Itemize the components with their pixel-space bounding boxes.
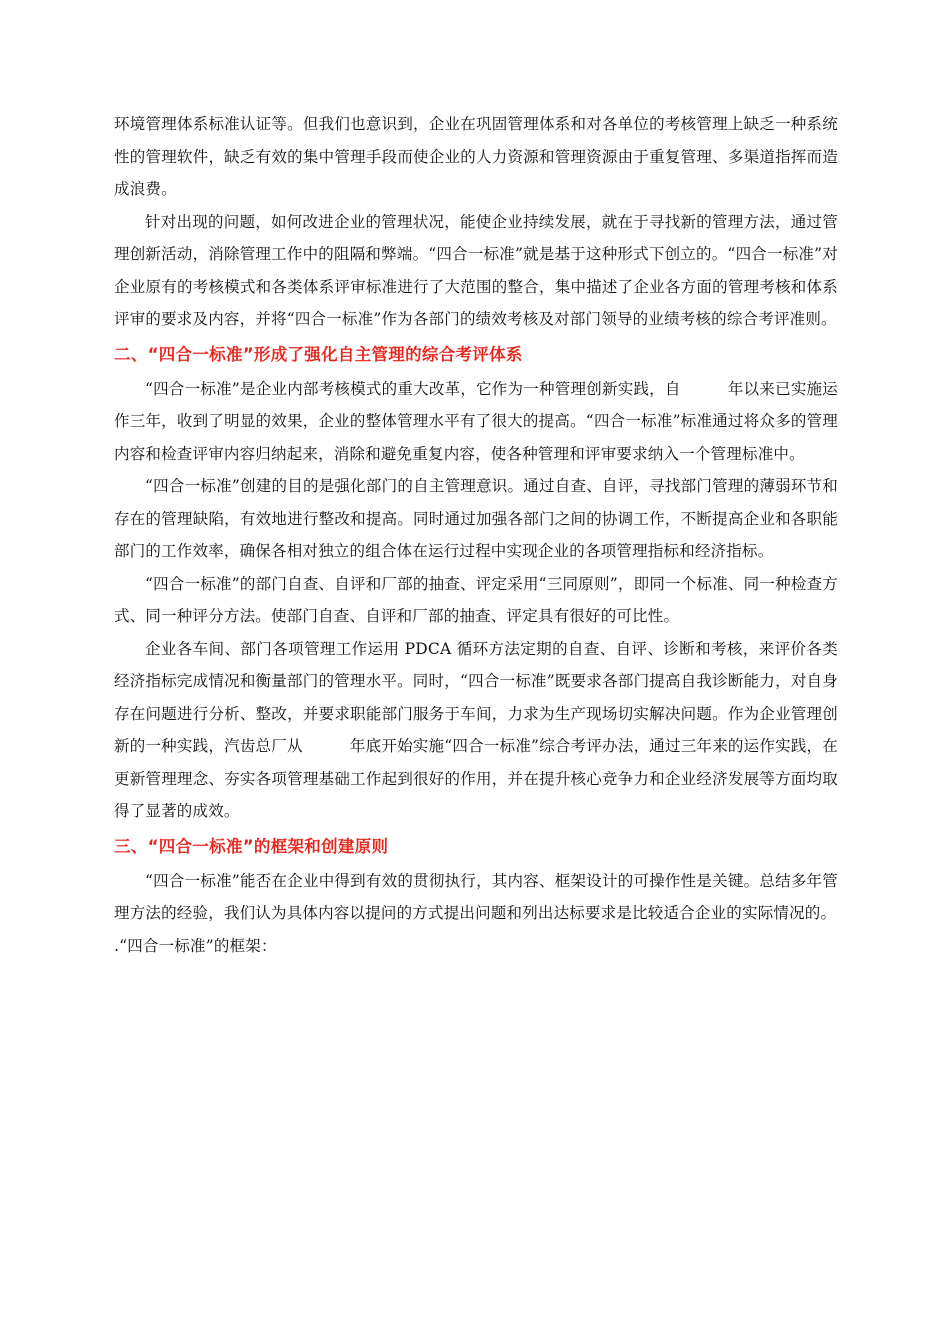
document-page	[114, 108, 838, 962]
framework-list-label: .“四合一标准”的框架：	[114, 936, 277, 955]
section-3-heading: 三、“四合一标准”的框架和创建原则	[114, 836, 389, 856]
section-2-paragraph-2: “四合一标准”创建的目的是强化部门的自主管理意识。通过自查、自评，寻找部门管理的薄弱环节和存在的管理缺陷，有效地进行整改和提高。同时通过加强各部门之间的协调工作，不断提高企业和各职能部门的工作效率，确保各相对独立的组合体在运行过程中实现企业的各项管理指标和经济指标。	[114, 477, 838, 560]
intro-paragraph-2: 针对出现的问题，如何改进企业的管理状况，能使企业持续发展，就在于寻找新的管理方法，通过管理创新活动，消除管理工作中的阻隔和弊端。“四合一标准”就是基于这种形式下创立的。“四合一标准”对企业原有的考核模式和各类体系评审标准进行了大范围的整合，集中描述了企业各方面的管理考核和体系评审的要求及内容，并将“四合一标准”作为各部门的绩效考核及对部门领导的业绩考核的综合考评准则。	[114, 212, 838, 328]
intro-paragraph-1: 环境管理体系标准认证等。但我们也意识到，企业在巩固管理体系和对各单位的考核管理上缺乏一种系统性的管理软件，缺乏有效的集中管理手段而使企业的人力资源和管理资源由于重复管理、多渠道指挥而造成浪费。	[114, 115, 838, 198]
section-2-paragraph-1: “四合一标准”是企业内部考核模式的重大改革，它作为一种管理创新实践，自 年以来已实施运作三年，收到了明显的效果，企业的整体管理水平有了很大的提高。“四合一标准”标准通过将众多的管理内容和检查评审内容归纳起来，消除和避免重复内容，使各种管理和评审要求纳入一个管理标准中。	[114, 379, 838, 463]
section-2-heading: 二、“四合一标准”形成了强化自主管理的综合考评体系	[114, 344, 523, 364]
section-3-paragraph-1: “四合一标准”能否在企业中得到有效的贯彻执行，其内容、框架设计的可操作性是关键。总结多年管理方法的经验，我们认为具体内容以提问的方式提出问题和列出达标要求是比较适合企业的实际情况的。	[114, 871, 838, 922]
section-2-paragraph-4: 企业各车间、部门各项管理工作运用 PDCA 循环方法定期的自查、自评、诊断和考核，来评价各类经济指标完成情况和衡量部门的管理水平。同时，“四合一标准”既要求各部门提高自我诊断能力，对自身存在问题进行分析、整改，并要求职能部门服务于车间，力求为生产现场切实解决问题。作为企业管理创新的一种实践，汽齿总厂从 年底开始实施“四合一标准”综合考评办法，通过三年来的运作实践，在更新管理理念、夯实各项管理基础工作起到很好的作用，并在提升核心竞争力和企业经济发展等方面均取得了显著的成效。	[114, 639, 838, 820]
section-2-paragraph-3: “四合一标准”的部门自查、自评和厂部的抽查、评定采用“三同原则”，即同一个标准、同一种检查方式、同一种评分方法。使部门自查、自评和厂部的抽查、评定具有很好的可比性。	[114, 574, 838, 625]
